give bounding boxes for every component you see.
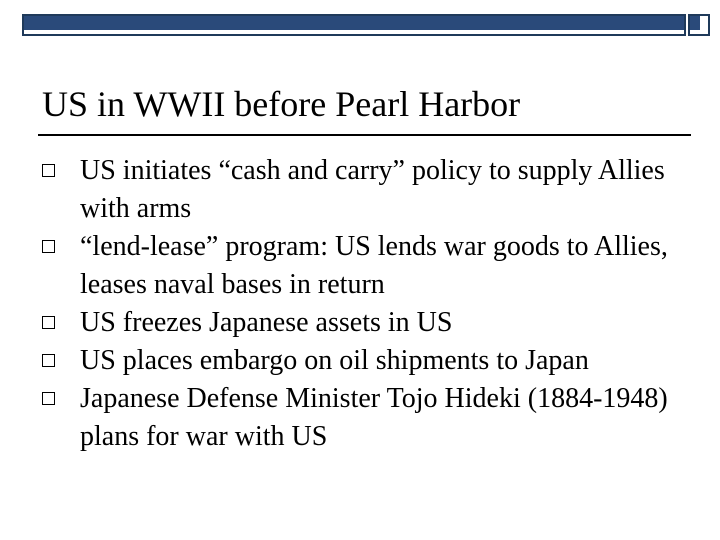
bullet-text: “lend-lease” program: US lends war goods to Allies, leases naval bases in return	[80, 231, 668, 300]
bullet-item	[40, 228, 700, 304]
bullet-text: US places embargo on oil shipments to Japan	[80, 345, 589, 376]
square-bullet-icon	[42, 392, 55, 405]
slide-title: US in WWII before Pearl Harbor	[42, 84, 521, 124]
header-bar-fill	[24, 16, 684, 30]
title-underline	[38, 134, 691, 136]
bullet-list	[40, 152, 700, 456]
square-bullet-icon	[42, 164, 55, 177]
bullet-item	[40, 342, 700, 380]
square-bullet-icon	[42, 354, 55, 367]
bullet-text: US freezes Japanese assets in US	[80, 307, 453, 338]
bullet-text: Japanese Defense Minister Tojo Hideki (1884-1948) plans for war with US	[80, 383, 668, 452]
bullet-text: US initiates “cash and carry” policy to supply Allies with arms	[80, 155, 665, 224]
header-bar-end-fill	[690, 16, 700, 30]
square-bullet-icon	[42, 240, 55, 253]
decorative-header-bar	[22, 14, 710, 36]
bullet-item	[40, 380, 700, 456]
square-bullet-icon	[42, 316, 55, 329]
bullet-item	[40, 152, 700, 228]
bullet-item	[40, 304, 700, 342]
